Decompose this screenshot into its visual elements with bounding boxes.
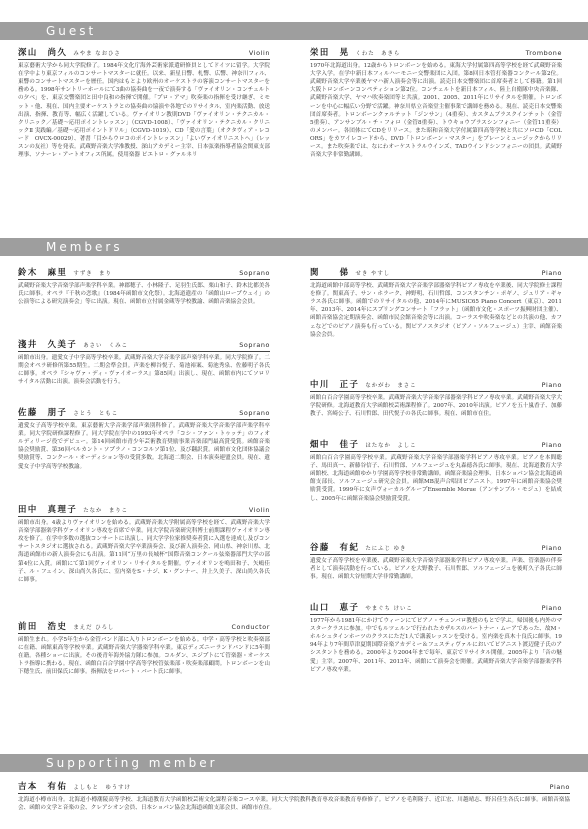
performer-bio: 函館白百合学園高等学校卒業。武蔵野音楽大学音楽学部器楽学科ピアノ専攻卒業。ピアノを本間聡子、馬田真一、新藤谷信子、石川哲郎、ソルフェージュを丸森徳各氏に師事。現在、北海道教育大学函館校、北海道函館ゆかり学園高等学校非常勤講師。函館音楽協会理事、日本ショパン協会北海道函館支部長、ソルフェージュ研究会会員。函館MB混声合唱団ピアニスト。1997年に函館音楽協会奨励賞受賞。1999年に女声ヴォーカルグループEnsemble Morue（アンサンブル・モジュ）を結成し、2005年に函館音楽協会奨励賞受賞。 [310,455,562,502]
member-entry-tanifuji [310,543,562,581]
performer-part: Trombone [525,49,562,57]
performer-part: Violin [248,506,270,514]
performer-part: Soprano [239,409,270,417]
performer-part: Piano [541,381,562,389]
support-entry-yoshimoto [18,782,570,812]
performer-kana: なかがわ まさこ [365,383,417,389]
entry-header [310,440,562,452]
performer-bio: 遺愛女子高等学校卒業。東京藝術大学音楽学部声楽別科修了。武蔵野音楽大学音楽学部声楽学科卒業。同大学院研修課程修了。同大学院在学中の1993年オペラ「コシ・ファン・トゥッテ」のフィオルディリージ役でデビュー。第14回函館市青少年芸術教育奨励事業音楽部門最高賞受賞。函館音楽協会奨励賞、第36回ベルカント・ソプラノ・コンコルソ第1位、及び翻訳賞。函館市文化団体協議会奨励賞等、コンクール・オーディション等の受賞多数。北海道二期会、日本演奏連盟会員。現在、遺愛女子中学高等学校教諭。 [18,423,270,470]
member-entry-nakagawa [310,380,562,418]
member-entry-yamaguchi [310,603,562,674]
performer-bio: 北海道函館中部高等学校、武蔵野音楽大学音楽学部器楽学科ピアノ専攻を卒業後、同大学院修士課程を修了。関東高子、サン・ホラーク、神野明、石川哲郎、コンスタンチン・ポギノ、ジュリア・ギャラス各氏に師事。函館でのリサイタルの他、2014年にMUSIC65 Piano Concert（東京）、2011年、2013年、2014年にスプリングコンサート「フラット」（函館市文化・スポーツ振興財団主催）、函館音楽協会定期演奏会、函館市民会館音楽会等に出演。コーラスや吹奏楽などとの共演の他、カフェなどでのピアノ演奏も行っている。関ピアノスタジオ（ピアノ・ソルフェージュ）主宰、函館音楽協会会員。 [310,283,562,338]
performer-kana: くわた あきら [355,51,401,57]
performer-bio: 1970年北海道出身。12歳からトロンボーンを始める。東海大学付属第四高等学校を経て武蔵野音楽大学入学。在学中新日本フィルハーモニー交響楽団に入団。第8回日本管打楽器コンクール第2位。武蔵野音楽大学卒業後ヤマハ新人演奏会等に出演。読売日本交響楽団に首席奏者として移籍。第1回大阪トロンボーンコンペティション第2位。コンチェルトを新日本フィル、陸上自衛隊中央音楽隊、武蔵野音楽大学、ヤマハ吹奏楽団等と共演。2001、2005、2011年にリサイタルを開催。トロンボーンを中心に幅広い分野で活躍。神奈川県立音楽堂主催事業で講師を務める。現在、読売日本交響楽団首席奏者。トロンボーンクァルテット「ジンサン」（4重奏）、カスタムブラスクインテット（金管5重奏）、アンサンブル・チ・フォロ（金管8重奏）、トウキョウブラスシンフォニー（金管11重奏）のメンバー。各団体にてCDをリリース。また昭和音楽大学付属第四高等学校と共にソロCD「COLORS」をカワイレコードから、DVD「トロンボーン・マスター」をブレーンミュージックからリリース。また吹奏楽では、なにわオーケストラルウインズ、TADウインドシンフォニーの団員。武蔵野音楽大学非常勤講師。 [310,63,562,159]
member-entry-asai [18,340,270,386]
entry-header [18,340,270,352]
performer-name: 淺井 久美子 [18,339,78,349]
entry-header [18,622,270,634]
entry-header [18,782,570,794]
performer-part: Piano [549,783,570,791]
performer-bio: 函館白百合学園高等学校卒業。武蔵野音楽大学音楽学部器楽学科ピアノ専攻卒業。武蔵野音楽大学大学院研修。北海道教育大学函館校芸術課程修了。2007年、2010年出演。ピアノを五十嵐香子、加藤教子、宮崎公子、石川哲郎、田代悦子の各氏に師事。現在、函館市在住。 [310,395,562,418]
entry-header [18,505,270,517]
performer-name: 山口 恵子 [310,602,360,612]
performer-kana: たなか まりこ [83,508,128,514]
performer-name: 前田 浩史 [18,621,68,631]
performer-bio: 武蔵野音楽大学音楽学部声楽学科卒業。神郡穂子、小林隆子、足羽生氏郎、栗山和子、鈴木比都美各氏に師事。オペラ『千秋の恋歌』（1984年函館市文化祭）。北海道遺産の「函館山ロープウェイ」の公演等による研究演奏会」等に出演。現在、函館市立付属金蔵等学校教諭、函館音楽協会会員。 [18,283,270,306]
performer-name: 中川 正子 [310,379,360,389]
entry-header [18,268,270,280]
performer-part: Violin [248,49,270,57]
performer-name: 谷藤 有紀 [310,542,360,552]
entry-header [310,48,562,60]
section-header-supporting-member: Supporting member [0,754,588,772]
performer-name: 佐藤 朋子 [18,407,68,417]
section-header-guest: Guest [0,22,588,40]
entry-header [310,268,562,280]
member-entry-hatanaka [310,440,562,503]
member-entry-suzuki [18,268,270,306]
section-header-members: Members [0,238,588,256]
performer-kana: たにふじ ゆき [365,546,407,552]
entry-header [310,603,562,615]
entry-header [18,408,270,420]
performer-bio: 遺愛女子高等学校を卒業後、武蔵野音楽大学音楽学部器楽学科ピアノ専攻卒業。声楽、管楽器の伴奏者として演奏活動を行っている。ピアノを大野教子、石川哲郎、ソルフェージュを後町久子各氏に師事。現在、函館大谷短期大学非常勤講師。 [310,558,562,581]
performer-name: 深山 尚久 [18,47,68,57]
entry-header [310,380,562,392]
performer-part: Conductor [231,623,270,631]
performer-name: 栄田 晃 [310,47,350,57]
performer-kana: すずき まり [73,271,112,277]
performer-name: 関 俤 [310,267,350,277]
entry-header [18,48,270,60]
performer-bio: 函館市出身。遺愛女子中学高等学校卒業。武蔵野音楽大学音楽学部声楽学科卒業。同大学院修了。二期会オペラ研修所第55期生。二期会準会員。声楽を柳谷悦子、菊池裕案、菊池秀泉、佐藤明子各氏に師事。オペラ『シャヴァ・ディ・ヴァイオーラス』第85回』出演し、現在、函館市内にてソロリサイタル活動に出演。演奏会活動を行う。 [18,355,270,386]
performer-bio: 東京藝術大学から同大学院修了。1984年文化庁海外芸術家派遣研修員としてドイツに留学。大学院在学中より東京フィルのコンサートマスターに就任。以来、新星日響、札響、広響、神奈川フィル、東響のコンサートマスターを歴任。国内はもとより欧州のオーケストラの客演コンサートマスターを務める。1998年サントリーホールにて3曲の協奏曲を一夜で演奏する「ヴァイオリン・コンチェルトの夕べ」を、東京交響楽団と田中良和の指揮で開催。「プロ・アマ」吹奏楽の指揮を受け継ぎ、ミモット・他、現在、国内主要オーケストラとの協奏曲の協演や各地でのリサイタル、室内楽活動、放送出演、指揮、教育等、幅広く活躍している。ヴァイオリン教則DVD「ヴァイオリン・テクニカル・クリニック／基礎～応用ポイントレッスン」（CGVD-1008）、「ヴァイオリン・テクニカル・クリニックⅡ 実践編／基礎～応用ポイントドリル」（CGVD-1019）、CD「愛の言葉」（オクタヴィア・レコード OVCX-00029）、著書「目からウロコのポイントレッスン」「よいヴァイオリニストへ」（レッスンの友社）等を発表。武蔵野音楽大学准教授、深山アカデミー主宰、日本弦楽指導者協会関東支部理事、ソナーレ・アートオフィス所属。使用楽器 ピエトロ・グァルネリ [18,63,270,159]
performer-part: Soprano [239,341,270,349]
guest-entry-miyama [18,48,270,159]
performer-bio: 函館市出身。4歳よりヴァイオリンを始める。武蔵野音楽大学附属高等学校を経て、武蔵野音楽大学音楽学部器楽学科ヴァイオリン専攻を首席で卒業。同大学院音楽研究科博士前期課程ヴァイオリン専攻を修了。在学中多数の選抜コンサートに出演し、同大学学位家推奨奏者賞に入選を達成し及びコンサートスタジオに選抜される。武蔵野音楽大学卒業演奏会、及び新人演奏会、岡山県、神奈川県、北海道函館市の新人演奏会にも出演。第11回“万里の長城杯”国際音楽コンクール弦楽器部門大学の部第4位に入賞。函館にて第1回ヴァイオリン・リサイタルを開催。ヴァイオリンを鳴田和子、矢嶋佳子、ル・フェイン、深山尚久各氏に、室内楽をS・ナジ、K・グンナー、井上久美子、深山尚久各氏に師事。 [18,520,270,583]
performer-name: 鈴木 麻里 [18,267,68,277]
performer-kana: やまぐち けいこ [365,606,413,612]
guest-entry-kuwata [310,48,562,159]
performer-kana: みやま なおひさ [73,51,121,57]
performer-bio: 1977年から1981年にかけてウィーンにてピアノ・チェンバロ教授のもとで学ぶ。帰国後も内外のマスタークラスに参加。中でもルツェルンで行われたカザルスのパートナー・ムーアであった、故M・ホルシュタインホーツのクラスにただ1人で講義レッスンを受ける。室内楽を真木十良氏に師事。1994年より7年間草津夏期国際音楽アカデミー＆フェスティヴァルにおいてピアニスト渡辺健子氏のアシスタントを務める。2000年より2004年まで毎年、東京でリサイタル開催。2005年より「音の魅愛」主宰。2007年、2011年、2013年、函館にて演奏会を開催。武蔵野音楽大学音楽学部器楽学科ピアノ専攻卒業。 [310,618,562,673]
performer-part: Piano [541,269,562,277]
performer-part: Piano [541,441,562,449]
performer-part: Piano [541,544,562,552]
performer-kana: さとう ともこ [73,411,119,417]
performer-kana: よしもと ゆうすけ [73,785,131,791]
performer-name: 畑中 佳子 [310,439,360,449]
member-entry-maeda [18,622,270,677]
performer-name: 田中 真理子 [18,504,78,514]
performer-kana: まえだ ひろし [73,625,115,631]
performer-bio: 北海道小樽市出身。北海道小樽潮陵高等学校、北海道教育大学函館校芸術文化課程音楽コース卒業。同大大学院教科教育専攻音楽教育専修修了。ピアノを毛利隆子、近江宏、川越晴志、野呂佳生各氏に師事。函館音楽協会、函館の文学と音楽の会、クレアシオン会員、日本ショパン協会北海道函館支部会員、函館市在住。 [18,797,570,812]
performer-kana: せき やすし [355,271,391,277]
performer-kana: はたなか よしこ [365,443,417,449]
performer-name: 吉本 有佑 [18,781,68,791]
performer-kana: あさい くみこ [83,343,128,349]
member-entry-sato [18,408,270,471]
member-entry-tanaka [18,505,270,584]
performer-part: Piano [541,604,562,612]
entry-header [310,543,562,555]
member-entry-seki [310,268,562,339]
performer-part: Soprano [239,269,270,277]
performer-bio: 函館生まれ。小学5年生から金管バンド部に入りトロンボーンを始める。中学・高等学校と吹奏楽部に在籍、函館東高等学校卒業。武蔵野音楽大学器楽学科卒業。東京ディズニーランドバンドに5年間在籍。各種ショーに出演。その後青年海外協力隊に参加。コルダン、エジプトにて管楽器・オーケストラ指導に携わる。現在、函館白百合学園中学高等学校管弦楽部・吹奏楽部顧問。トロンボーンを山下穂生氏、前田保氏に師事。指揮法をロバート・バート氏に師事。 [18,637,270,676]
